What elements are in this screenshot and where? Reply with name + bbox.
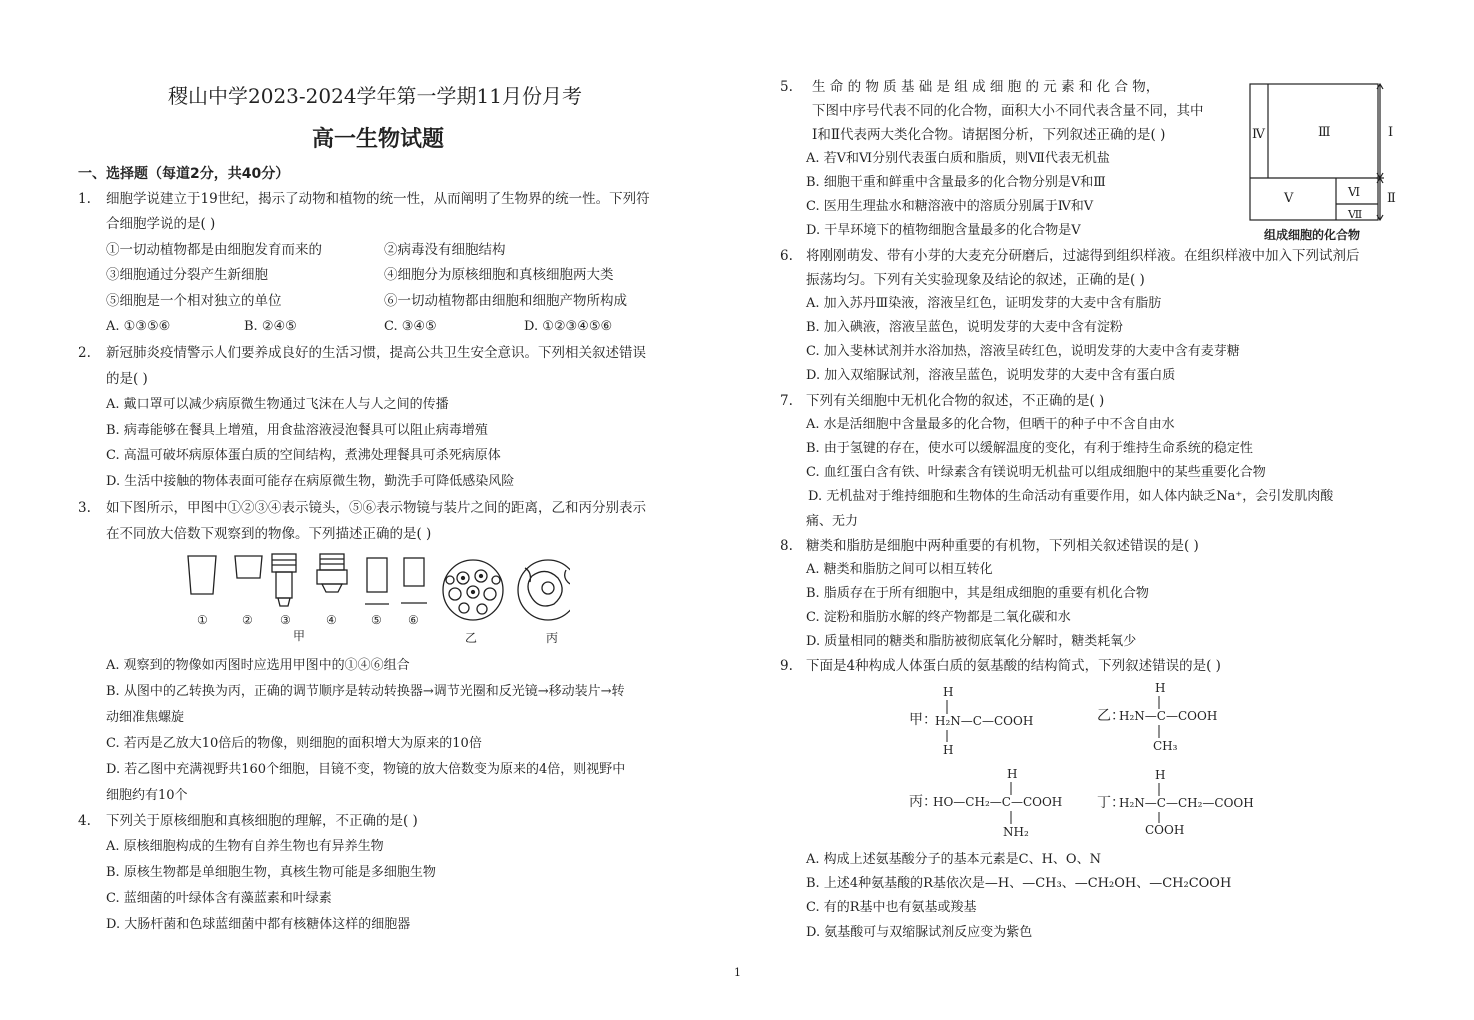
objective-distance-long-icon [367,558,387,592]
option-d: D. ①②③④⑤⑥ [524,319,613,334]
option-d: D. 干旱环境下的植物细胞含量最多的化合物是Ⅴ [806,223,1081,238]
statement: ②病毒没有细胞结构 [384,242,506,258]
formula-jia: H₂N—C—COOH [935,714,1034,728]
label-yi: 乙 [465,631,478,645]
option-b-cont: 动细准焦螺旋 [106,710,185,725]
label-4: ④ [326,613,337,627]
option-d-cont: 细胞约有10个 [106,788,188,803]
question-number: 1. [78,191,91,207]
option-d: D. 氨基酸可与双缩脲试剂反应变为紫色 [806,925,1033,940]
eyepiece-long-icon [188,556,216,594]
objective-distance-short-icon [404,558,424,586]
microscope-figure [180,548,570,648]
formula-ding-bottom: COOH [1145,823,1185,837]
option-d: D. 无机盐对于维持细胞和生物体的生命活动有重要作用，如人体内缺乏Na⁺，会引发肌肉酸 [808,489,1334,504]
option-b: B. 细胞干重和鲜重中含量最多的化合物分别是Ⅴ和Ⅲ [806,175,1106,190]
option-c: C. 加入斐林试剂并水浴加热，溶液呈砖红色，说明发芽的大麦中含有麦芽糖 [806,344,1240,359]
objective-long-icon [272,554,296,606]
statement: ①一切动植物都是由细胞发育而来的 [106,242,322,258]
option-a: A. ①③⑤⑥ [106,319,171,334]
option-a: A. 构成上述氨基酸分子的基本元素是C、H、O、N [806,852,1101,867]
question-text: 下列有关细胞中无机化合物的叙述，不正确的是( ) [806,393,1105,409]
label-VI: Ⅵ [1348,185,1361,199]
option-b: B. 原核生物都是单细胞生物，真核生物可能是多细胞生物 [106,865,436,880]
option-a: A. 若Ⅴ和Ⅵ分别代表蛋白质和脂质，则Ⅶ代表无机盐 [806,151,1110,166]
eyepiece-short-icon [235,556,262,578]
question-text: Ⅰ和Ⅱ代表两大类化合物。请据图分析，下列叙述正确的是( ) [812,127,1166,143]
option-c: C. 淀粉和脂肪水解的终产物都是二氧化碳和水 [806,610,1071,625]
option-d: D. 大肠杆菌和色球蓝细菌中都有核糖体这样的细胞器 [106,917,411,932]
option-b: B. 病毒能够在餐具上增殖，用食盐溶液浸泡餐具可以阻止病毒增殖 [106,423,488,438]
label-V: Ⅴ [1284,191,1294,206]
option-c: C. 蓝细菌的叶绿体含有藻蓝素和叶绿素 [106,891,332,906]
statement: ④细胞分为原核细胞和真核细胞两大类 [384,267,614,283]
objective-short-icon [317,554,347,592]
label-III: Ⅲ [1318,125,1331,140]
formula-jia-top: H [943,685,954,699]
statement: ③细胞通过分裂产生新细胞 [106,267,268,283]
question-text: 将刚刚萌发、带有小芽的大麦充分研磨后，过滤得到组织样液。在组织样液中加入下列试剂后 [806,248,1360,264]
label-ding: 丁： [1097,795,1125,811]
option-c: C. 有的R基中也有氨基或羧基 [806,900,977,915]
view-yi-icon [443,560,503,620]
label-5: ⑤ [371,613,382,627]
formula-ding: H₂N—C—CH₂—COOH [1119,796,1254,810]
page-title: 稷山中学2023-2024学年第一学期11月份月考 [168,84,583,108]
question-text: 在不同放大倍数下观察到的物像。下列描述正确的是( ) [106,526,432,542]
question-number: 5. [780,79,793,95]
option-d: D. 加入双缩脲试剂，溶液呈蓝色，说明发芽的大麦中含有蛋白质 [806,368,1176,383]
formula-bing-top: H [1007,767,1018,781]
compound-area-figure [1244,80,1404,246]
option-c: C. 若丙是乙放大10倍后的物像，则细胞的面积增大为原来的10倍 [106,736,482,751]
view-bing-icon [518,560,570,620]
label-jia: 甲： [909,712,937,728]
question-text: 糖类和脂肪是细胞中两种重要的有机物，下列相关叙述错误的是( ) [806,538,1199,554]
label-II: Ⅱ [1387,191,1396,206]
option-a: A. 糖类和脂肪之间可以相互转化 [806,562,993,577]
option-b: B. 脂质存在于所有细胞中，其是组成细胞的重要有机化合物 [806,586,1149,601]
label-6: ⑥ [408,613,419,627]
option-a: A. 加入苏丹Ⅲ染液，溶液呈红色，证明发芽的大麦中含有脂肪 [806,296,1162,311]
page-number: 1 [734,966,741,979]
question-text: 下列关于原核细胞和真核细胞的理解，不正确的是( ) [106,813,418,829]
option-a: A. 原核细胞构成的生物有自养生物也有异养生物 [106,839,384,854]
question-number: 2. [78,345,91,361]
section-heading: 一、选择题（每道2分，共40分） [78,166,290,182]
formula-bing-bottom: NH₂ [1003,825,1029,839]
question-number: 4. [78,813,91,829]
option-c: C. 血红蛋白含有铁、叶绿素含有镁说明无机盐可以组成细胞中的某些重要化合物 [806,465,1266,480]
question-number: 7. [780,393,793,409]
question-number: 9. [780,658,793,674]
question-text: 下图中序号代表不同的化合物，面积大小不同代表含量不同，其中 [812,103,1204,119]
label-IV: Ⅳ [1252,127,1265,142]
question-text: 合细胞学说的是( ) [106,216,216,232]
question-text: 的是( ) [106,371,148,387]
option-a: A. 观察到的物像如丙图时应选用甲图中的①④⑥组合 [106,658,410,673]
page-subtitle: 高一生物试题 [312,127,445,152]
option-b: B. 上述4种氨基酸的R基依次是—H、—CH₃、—CH₂OH、—CH₂COOH [806,876,1232,891]
option-d: D. 若乙图中充满视野共160个细胞，目镜不变，物镜的放大倍数变为原来的4倍，则视野中 [106,762,626,777]
label-I: Ⅰ [1388,125,1394,140]
formula-yi-top: H [1155,681,1166,695]
option-d: D. 质量相同的糖类和脂肪被彻底氧化分解时，糖类耗氧少 [806,634,1137,649]
option-c: C. ③④⑤ [384,319,437,334]
formula-ding-top: H [1155,768,1166,782]
label-bing: 丙 [546,631,559,645]
question-number: 8. [780,538,793,554]
label-3: ③ [280,613,291,627]
option-c: C. 高温可破坏病原体蛋白质的空间结构，煮沸处理餐具可杀死病原体 [106,448,501,463]
option-b: B. 由于氢键的存在，使水可以缓解温度的变化，有利于维持生命系统的稳定性 [806,441,1253,456]
option-d: D. 生活中接触的物体表面可能存在病原微生物，勤洗手可降低感染风险 [106,474,515,489]
question-text: 下面是4种构成人体蛋白质的氨基酸的结构简式，下列叙述错误的是( ) [806,658,1221,674]
label-VII: Ⅶ [1348,208,1363,221]
statement: ⑥一切动植物都由细胞和细胞产物所构成 [384,293,627,309]
label-2: ② [242,613,253,627]
question-number: 6. [780,248,793,264]
formula-jia-bottom: H [943,743,954,757]
formula-bing: HO—CH₂—C—COOH [933,795,1063,809]
question-text: 生 命 的 物 质 基 础 是 组 成 细 胞 的 元 素 和 化 合 物， [812,79,1160,95]
formula-yi: H₂N—C—COOH [1119,709,1218,723]
question-text: 新冠肺炎疫情警示人们要养成良好的生活习惯，提高公共卫生安全意识。下列相关叙述错误 [106,345,646,361]
label-jia: 甲 [293,629,306,643]
option-b: B. ②④⑤ [244,319,297,334]
option-d-cont: 痛、无力 [806,514,859,529]
label-yi: 乙： [1097,708,1125,724]
question-text: 如下图所示，甲图中①②③④表示镜头，⑤⑥表示物镜与装片之间的距离，乙和丙分别表示 [106,500,646,516]
label-1: ① [197,613,208,627]
option-a: A. 水是活细胞中含量最多的化合物，但晒干的种子中不含自由水 [806,417,1175,432]
option-a: A. 戴口罩可以减少病原微生物通过飞沫在人与人之间的传播 [106,397,449,412]
question-text: 振荡均匀。下列有关实验现象及结论的叙述，正确的是( ) [806,272,1145,288]
label-bing: 丙： [909,794,937,810]
question-text: 细胞学说建立于19世纪，揭示了动物和植物的统一性，从而阐明了生物界的统一性。下列符 [106,191,650,207]
amino-acid-structures [905,680,1255,842]
option-c: C. 医用生理盐水和糖溶液中的溶质分别属于Ⅳ和Ⅴ [806,199,1094,214]
option-b: B. 从图中的乙转换为丙，正确的调节顺序是转动转换器→调节光圈和反光镜→移动装片→转 [106,684,625,699]
statement: ⑤细胞是一个相对独立的单位 [106,293,282,309]
figure-caption: 组成细胞的化合物 [1264,228,1361,242]
formula-yi-bottom: CH₃ [1153,739,1178,753]
question-number: 3. [78,500,91,516]
option-b: B. 加入碘液，溶液呈蓝色，说明发芽的大麦中含有淀粉 [806,320,1123,335]
